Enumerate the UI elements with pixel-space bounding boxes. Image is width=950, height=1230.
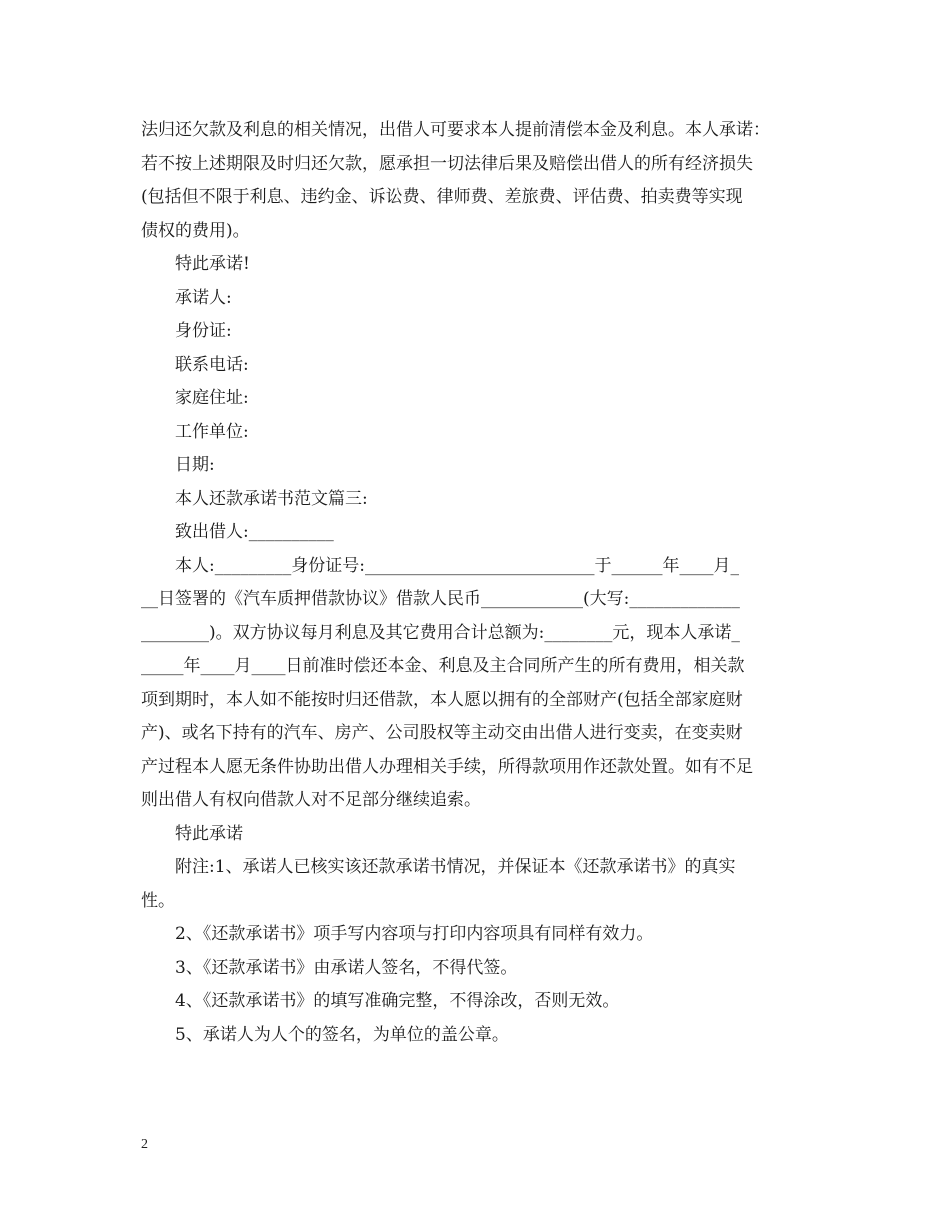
text-line: 特此承诺 bbox=[175, 823, 243, 844]
paragraph bbox=[141, 248, 826, 282]
text-line: 4、《还款承诺书》的填写准确完整，不得涂改，否则无效。 bbox=[175, 991, 620, 1011]
text-line: 日期: bbox=[175, 455, 215, 475]
paragraph bbox=[141, 282, 826, 316]
text-line: 身份证: bbox=[175, 321, 232, 341]
text-line: _____年____月____日前准时偿还本金、利息及主合同所产生的所有费用，相关款 bbox=[141, 656, 745, 676]
page-number: 2 bbox=[141, 1137, 148, 1152]
paragraph bbox=[141, 818, 826, 852]
paragraph bbox=[141, 952, 826, 986]
paragraph bbox=[141, 114, 826, 248]
text-line: 联系电话: bbox=[175, 354, 249, 375]
text-line: 产)、或名下持有的汽车、房产、公司股权等主动交由出借人进行变卖，在变卖财 bbox=[141, 723, 743, 743]
text-line: 承诺人: bbox=[175, 287, 232, 308]
text-line: 附注:1、承诺人已核实该还款承诺书情况，并保证本《还款承诺书》的真实 bbox=[175, 857, 736, 877]
text-line: 工作单位: bbox=[175, 421, 249, 442]
paragraph bbox=[141, 382, 826, 416]
paragraph bbox=[141, 550, 826, 818]
text-line: 债权的费用)。 bbox=[141, 220, 250, 241]
text-line: 则出借人有权向借款人对不足部分继续追索。 bbox=[141, 790, 481, 810]
text-line: 2、《还款承诺书》项手写内容项与打印内容项具有同样有效力。 bbox=[175, 924, 654, 944]
paragraph bbox=[141, 985, 826, 1019]
text-line: 性。 bbox=[141, 890, 175, 911]
paragraph bbox=[141, 449, 826, 483]
text-line: __日签署的《汽车质押借款协议》借款人民币____________(大写:_____________ bbox=[141, 589, 740, 609]
paragraph bbox=[141, 516, 826, 550]
text-line: 致出借人:__________ bbox=[175, 522, 334, 542]
text-line: 项到期时，本人如不能按时归还借款，本人愿以拥有的全部财产(包括全部家庭财 bbox=[141, 689, 743, 710]
text-line: 若不按上述期限及时归还欠款，愿承担一切法律后果及赔偿出借人的所有经济损失 bbox=[141, 153, 753, 174]
text-line: 3、《还款承诺书》由承诺人签名，不得代签。 bbox=[175, 957, 518, 978]
paragraph bbox=[141, 483, 826, 517]
document-body bbox=[141, 114, 826, 1052]
text-line: 本人:_________身份证号:___________________________于______年____月_ bbox=[175, 555, 739, 576]
paragraph bbox=[141, 349, 826, 383]
paragraph bbox=[141, 416, 826, 450]
text-line: 特此承诺! bbox=[175, 254, 250, 274]
text-line: 5、承诺人为人个的签名，为单位的盖公章。 bbox=[175, 1024, 509, 1045]
paragraph bbox=[141, 1019, 826, 1053]
text-line: 本人还款承诺书范文篇三: bbox=[175, 488, 368, 509]
text-line: 家庭住址: bbox=[175, 388, 249, 408]
text-line: 产过程本人愿无条件协助出借人办理相关手续，所得款项用作还款处置。如有不足 bbox=[141, 756, 753, 777]
text-line: (包括但不限于利息、违约金、诉讼费、律师费、差旅费、评估费、拍卖费等实现 bbox=[141, 187, 743, 207]
paragraph bbox=[141, 315, 826, 349]
text-line: 法归还欠款及利息的相关情况，出借人可要求本人提前清偿本金及利息。本人承诺： bbox=[141, 120, 770, 140]
paragraph bbox=[141, 851, 826, 918]
text-line: ________)。双方协议每月利息及其它费用合计总额为:________元，现本人承诺_ bbox=[141, 622, 740, 643]
paragraph bbox=[141, 918, 826, 952]
